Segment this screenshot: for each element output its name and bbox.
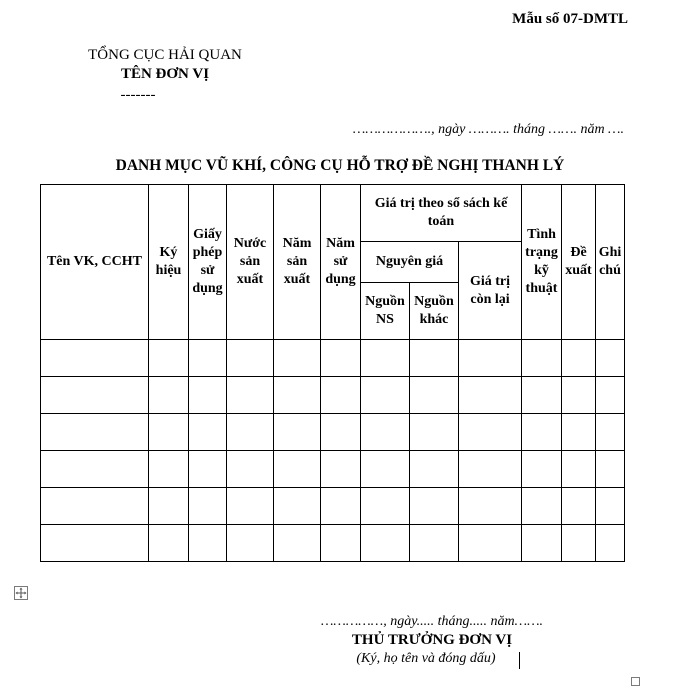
header-year-used: Năm sử dụng (321, 185, 361, 340)
table-cell[interactable] (410, 451, 459, 488)
table-cell[interactable] (459, 377, 522, 414)
table-cell[interactable] (459, 525, 522, 562)
table-cell[interactable] (149, 340, 189, 377)
table-cell[interactable] (274, 340, 321, 377)
header-separator: ------- (120, 87, 156, 103)
header-license: Giấy phép sử dụng (189, 185, 227, 340)
move-icon (15, 587, 27, 599)
resize-handle-icon[interactable] (631, 677, 640, 686)
header-source-other: Nguồn khác (410, 283, 459, 340)
table-cell[interactable] (562, 525, 596, 562)
text-cursor (519, 652, 520, 669)
table-cell[interactable] (227, 377, 274, 414)
table-cell[interactable] (189, 451, 227, 488)
table-cell[interactable] (522, 451, 562, 488)
table-row (41, 340, 625, 377)
table-cell[interactable] (410, 377, 459, 414)
signature-title: THỦ TRƯỞNG ĐƠN VỊ (351, 632, 513, 648)
table-cell[interactable] (227, 451, 274, 488)
table-cell[interactable] (149, 488, 189, 525)
table-row (41, 414, 625, 451)
table-cell[interactable] (274, 451, 321, 488)
header-country: Nước sản xuất (227, 185, 274, 340)
table-cell[interactable] (321, 488, 361, 525)
table-cell[interactable] (522, 377, 562, 414)
table-cell[interactable] (227, 525, 274, 562)
signature-date-line: ……………, ngày..... tháng..... năm……. (320, 614, 544, 629)
table-cell[interactable] (274, 525, 321, 562)
table-cell[interactable] (274, 488, 321, 525)
table-cell[interactable] (227, 488, 274, 525)
table-cell[interactable] (361, 525, 410, 562)
unit-name: TÊN ĐƠN VỊ (120, 66, 210, 82)
table-cell[interactable] (321, 340, 361, 377)
table-cell[interactable] (149, 414, 189, 451)
table-cell[interactable] (189, 340, 227, 377)
table-cell[interactable] (596, 414, 625, 451)
table-cell[interactable] (459, 340, 522, 377)
table-cell[interactable] (41, 451, 149, 488)
table-cell[interactable] (410, 340, 459, 377)
table-cell[interactable] (321, 377, 361, 414)
disposal-list-table (40, 184, 625, 562)
header-name: Tên VK, CCHT (41, 185, 149, 340)
table-cell[interactable] (189, 414, 227, 451)
table-cell[interactable] (149, 377, 189, 414)
header-note: Ghi chú (596, 185, 625, 340)
table-cell[interactable] (41, 488, 149, 525)
table-cell[interactable] (361, 340, 410, 377)
table-cell[interactable] (596, 340, 625, 377)
table-row (41, 525, 625, 562)
table-row (41, 451, 625, 488)
table-cell[interactable] (41, 340, 149, 377)
table-cell[interactable] (361, 488, 410, 525)
table-cell[interactable] (227, 414, 274, 451)
table-cell[interactable] (459, 414, 522, 451)
table-cell[interactable] (562, 451, 596, 488)
table-cell[interactable] (596, 451, 625, 488)
table-cell[interactable] (562, 414, 596, 451)
table-cell[interactable] (410, 488, 459, 525)
table-cell[interactable] (410, 525, 459, 562)
table-cell[interactable] (361, 377, 410, 414)
table-move-handle[interactable] (14, 586, 28, 600)
table-cell[interactable] (41, 414, 149, 451)
table-cell[interactable] (274, 377, 321, 414)
table-cell[interactable] (361, 414, 410, 451)
table-cell[interactable] (189, 525, 227, 562)
form-number: Mẫu số 07-DMTL (512, 11, 628, 27)
header-proposal: Đề xuất (562, 185, 596, 340)
table-cell[interactable] (41, 377, 149, 414)
table-cell[interactable] (522, 414, 562, 451)
table-cell[interactable] (596, 377, 625, 414)
table-cell[interactable] (361, 451, 410, 488)
table-cell[interactable] (149, 525, 189, 562)
document-title: DANH MỤC VŨ KHÍ, CÔNG CỤ HỖ TRỢ ĐỀ NGHỊ THANH LÝ (115, 157, 565, 174)
table-cell[interactable] (522, 488, 562, 525)
table-cell[interactable] (227, 340, 274, 377)
table-cell[interactable] (189, 377, 227, 414)
header-condition: Tình trạng kỹ thuật (522, 185, 562, 340)
place-date-line: ………………., ngày ………. tháng ……. năm …. (352, 122, 624, 137)
table-row (41, 377, 625, 414)
signature-note: (Ký, họ tên và đóng dấu) (356, 651, 496, 666)
header-book-value: Giá trị theo sổ sách kế toán (361, 185, 522, 242)
table-cell[interactable] (596, 525, 625, 562)
agency-name: TỔNG CỤC HẢI QUAN (88, 47, 242, 63)
table-cell[interactable] (321, 414, 361, 451)
table-cell[interactable] (562, 488, 596, 525)
table-cell[interactable] (410, 414, 459, 451)
table-cell[interactable] (189, 488, 227, 525)
header-remaining-value: Giá trị còn lại (459, 242, 522, 340)
table-cell[interactable] (459, 488, 522, 525)
table-cell[interactable] (459, 451, 522, 488)
table-cell[interactable] (522, 340, 562, 377)
table-cell[interactable] (522, 525, 562, 562)
table-cell[interactable] (562, 340, 596, 377)
table-cell[interactable] (596, 488, 625, 525)
table-cell[interactable] (321, 451, 361, 488)
header-source-state: Nguồn NS (361, 283, 410, 340)
header-code: Ký hiệu (149, 185, 189, 340)
table-cell[interactable] (321, 525, 361, 562)
table-cell[interactable] (41, 525, 149, 562)
header-year-made: Năm sản xuất (274, 185, 321, 340)
table-cell[interactable] (274, 414, 321, 451)
header-original-cost: Nguyên giá (361, 242, 459, 283)
table-row (41, 488, 625, 525)
table-cell[interactable] (149, 451, 189, 488)
table-cell[interactable] (562, 377, 596, 414)
